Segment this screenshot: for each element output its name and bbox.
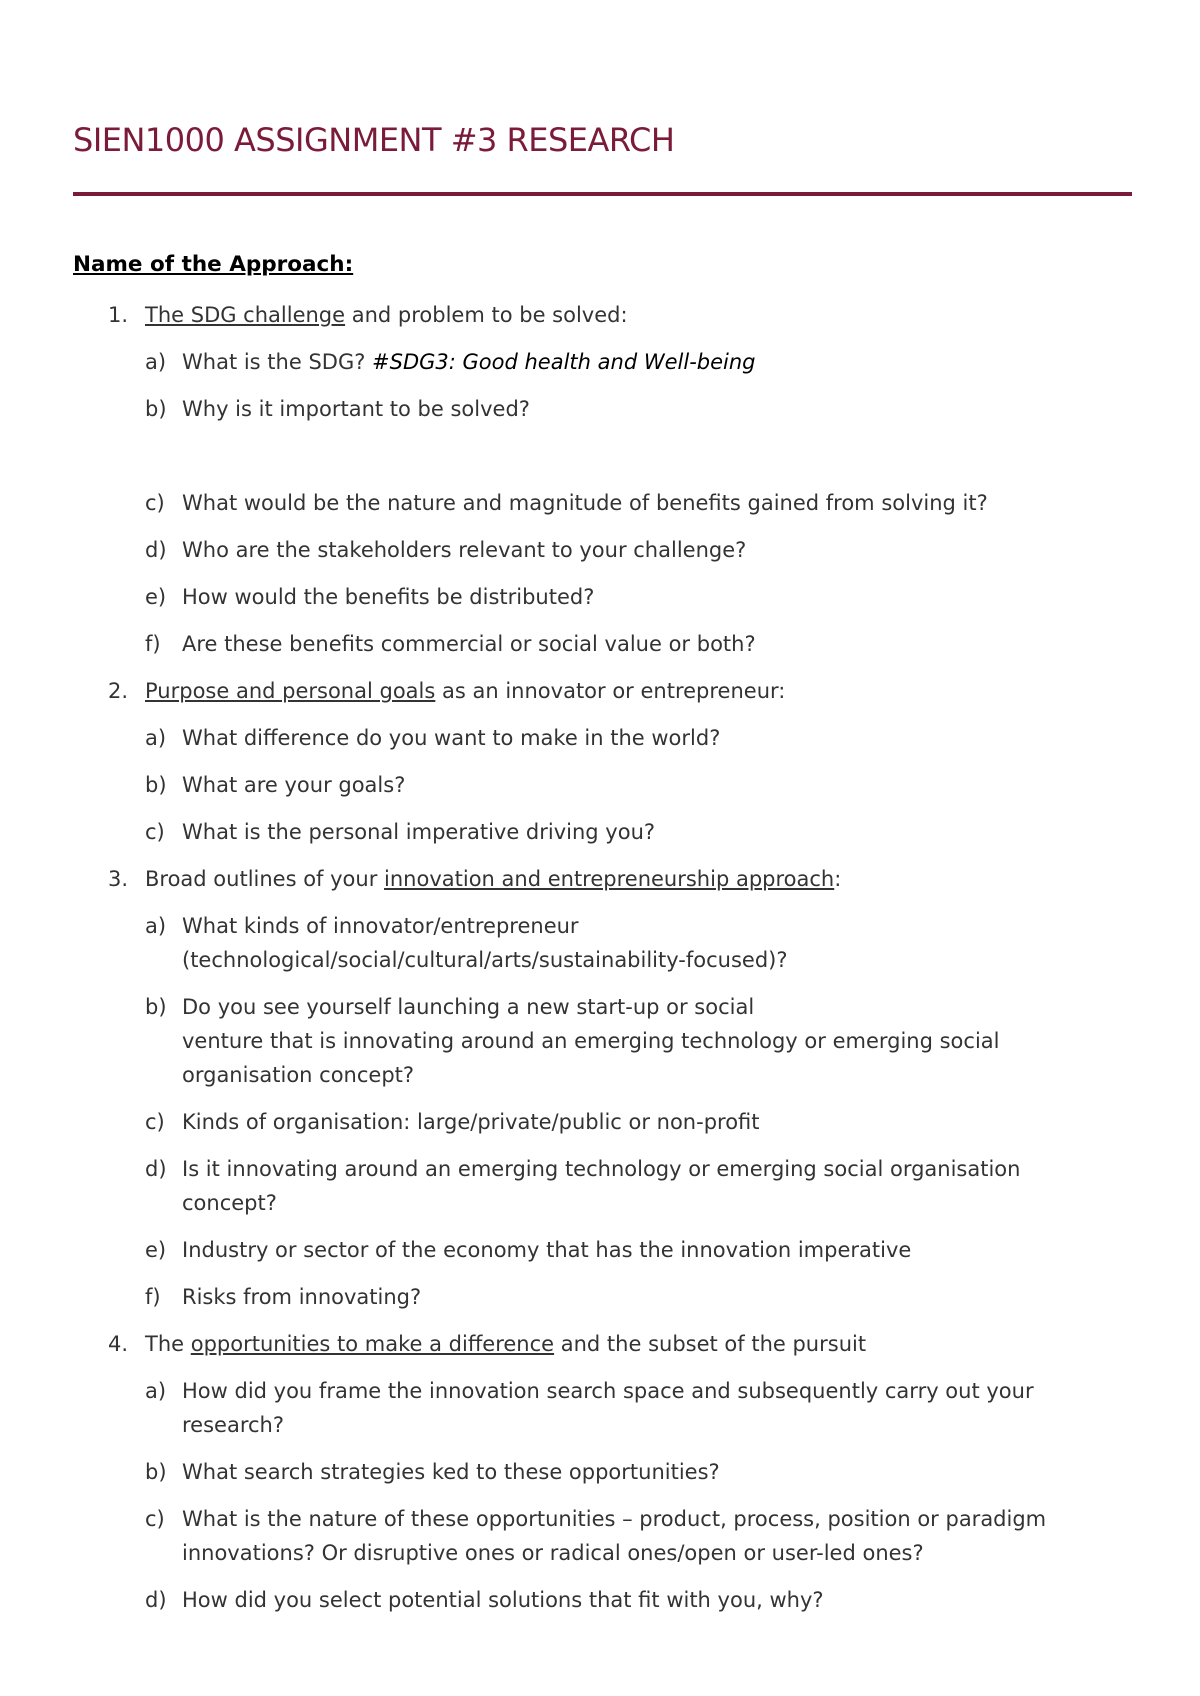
- item-letter: b): [145, 773, 167, 797]
- sdg-answer: #SDG3: Good health and Well-being: [372, 350, 756, 374]
- item-letter: d): [145, 538, 167, 562]
- item-text: Why is it important to be solved?: [182, 397, 530, 421]
- section-2-underlined: Purpose and personal goals: [145, 679, 436, 703]
- item-letter: d): [145, 1588, 167, 1612]
- section-4-rest: and the subset of the pursuit: [554, 1332, 867, 1356]
- item-text: What kinds of innovator/entrepreneur: [182, 914, 579, 938]
- section-3-underlined: innovation and entrepreneurship approach: [384, 867, 835, 891]
- section-3-pre: Broad outlines of your: [145, 867, 385, 891]
- section-2-number: 2.: [108, 679, 129, 703]
- item-text: What difference do you want to make in the world?: [182, 726, 721, 750]
- item-text: How did you select potential solutions that fit with you, why?: [182, 1588, 824, 1612]
- item-text: Is it innovating around an emerging technology or emerging social organisation: [182, 1157, 1021, 1181]
- item-text: [182, 345, 756, 379]
- item-letter: f): [145, 1285, 161, 1309]
- section-2-title: [145, 674, 785, 708]
- title-divider: [73, 192, 1132, 196]
- item-text: What would be the nature and magnitude of benefits gained from solving it?: [182, 491, 988, 515]
- section-3-number: 3.: [108, 867, 129, 891]
- item-letter: c): [145, 1110, 165, 1134]
- item-letter: a): [145, 726, 167, 750]
- item-text: How would the benefits be distributed?: [182, 585, 595, 609]
- item-letter: c): [145, 1507, 165, 1531]
- item-letter: b): [145, 1460, 167, 1484]
- item-text: What are your goals?: [182, 773, 406, 797]
- item-letter: d): [145, 1157, 167, 1181]
- item-text: organisation concept?: [182, 1063, 415, 1087]
- section-1-number: 1.: [108, 303, 129, 327]
- item-text: Kinds of organisation: large/private/public or non-profit: [182, 1110, 760, 1134]
- item-letter: a): [145, 914, 167, 938]
- section-4-title: [145, 1327, 866, 1361]
- section-1-rest: and problem to be solved:: [345, 303, 628, 327]
- section-1-underlined: The SDG challenge: [145, 303, 346, 327]
- section-4-pre: The: [145, 1332, 191, 1356]
- item-text: research?: [182, 1413, 284, 1437]
- page-title: SIEN1000 ASSIGNMENT #3 RESEARCH: [73, 121, 675, 159]
- item-text: (technological/social/cultural/arts/sustainability-focused)?: [182, 948, 788, 972]
- item-text: Industry or sector of the economy that has the innovation imperative: [182, 1238, 912, 1262]
- item-letter: a): [145, 350, 167, 374]
- item-letter: c): [145, 820, 165, 844]
- item-text: Who are the stakeholders relevant to your challenge?: [182, 538, 747, 562]
- item-text: Are these benefits commercial or social value or both?: [182, 632, 756, 656]
- section-3-title: [145, 862, 841, 896]
- item-text: innovations? Or disruptive ones or radical ones/open or user-led ones?: [182, 1541, 924, 1565]
- section-3-rest: :: [834, 867, 842, 891]
- item-text: concept?: [182, 1191, 277, 1215]
- item-letter: c): [145, 491, 165, 515]
- item-text: What search strategies ked to these opportunities?: [182, 1460, 720, 1484]
- item-letter: f): [145, 632, 161, 656]
- section-1-title: [145, 298, 628, 332]
- approach-name-heading: Name of the Approach:: [73, 252, 354, 277]
- section-4-number: 4.: [108, 1332, 129, 1356]
- item-letter: e): [145, 1238, 167, 1262]
- item-text: What is the personal imperative driving you?: [182, 820, 656, 844]
- item-text: Do you see yourself launching a new start-up or social: [182, 995, 755, 1019]
- item-text: What is the nature of these opportunities – product, process, position or paradigm: [182, 1507, 1047, 1531]
- item-text: Risks from innovating?: [182, 1285, 422, 1309]
- item-text: venture that is innovating around an emerging technology or emerging social: [182, 1029, 1000, 1053]
- item-letter: a): [145, 1379, 167, 1403]
- section-2-rest: as an innovator or entrepreneur:: [435, 679, 786, 703]
- item-question: What is the SDG?: [182, 350, 373, 374]
- item-letter: e): [145, 585, 167, 609]
- item-letter: b): [145, 397, 167, 421]
- item-text: How did you frame the innovation search space and subsequently carry out your: [182, 1379, 1034, 1403]
- item-letter: b): [145, 995, 167, 1019]
- section-4-underlined: opportunities to make a difference: [190, 1332, 555, 1356]
